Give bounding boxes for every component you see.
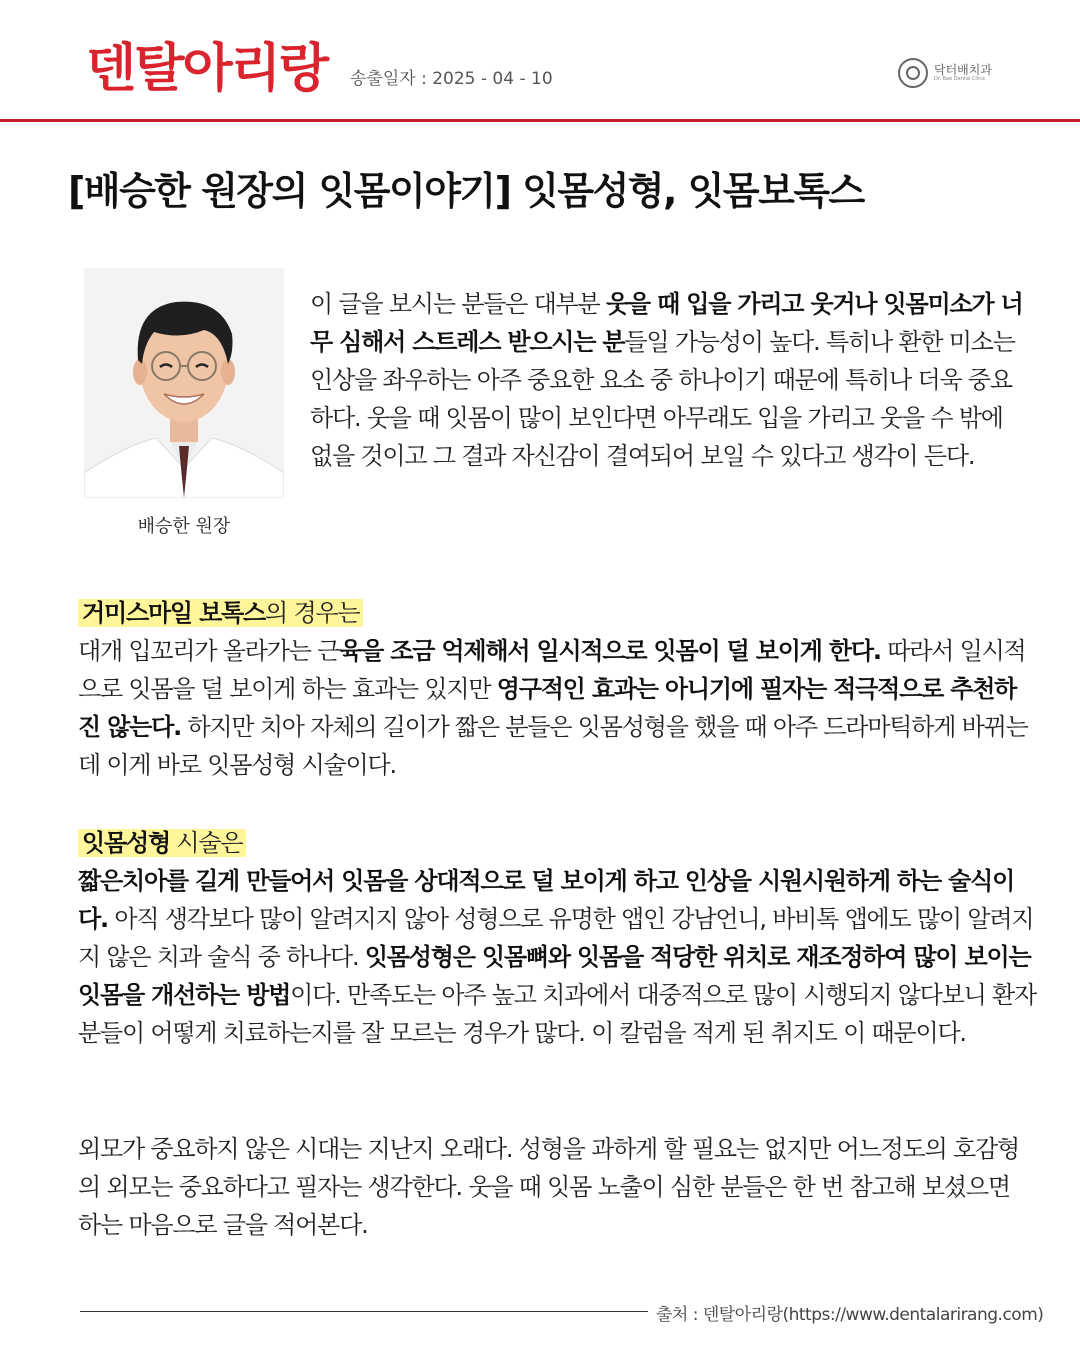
- intro-text: 이 글을 보시는 분들은 대부분: [310, 290, 606, 318]
- clinic-logo: [898, 58, 992, 88]
- clinic-logo-icon: [898, 58, 928, 88]
- body-bold-text: 영구적인 효과는 아니기에 필자는 적극적으로 추천하진 않는다.: [78, 675, 1017, 741]
- heading-text: 시술은: [169, 829, 243, 857]
- header-divider: [0, 119, 1080, 122]
- section-body: [78, 632, 1038, 784]
- source-credit[interactable]: 출처 : 덴탈아리랑(https://www.dentalarirang.com): [656, 1305, 1044, 1325]
- body-text: 대개 입꼬리가 올라가는 근: [78, 637, 340, 665]
- header: [0, 0, 1080, 120]
- section-body: [78, 862, 1038, 1052]
- heading-text: 의 경우는: [265, 599, 360, 627]
- publish-date: 송출일자 : 2025 - 04 - 10: [350, 69, 553, 89]
- body-bold-text: 잇몸성형은 잇몸뼈와 잇몸을 적당한 위치로 재조정하여 많이 보이는 잇몸을 개선하는 방법: [78, 943, 1031, 1009]
- highlighted-heading: [78, 599, 363, 627]
- body-bold-text: 짧은치아를 길게 만들어서 잇몸을 상대적으로 덜 보이게 하고 인상을 시원시원하게 하는 술식이다.: [78, 867, 1015, 933]
- intro-bold-text: 웃을 때 입을 가리고 웃거나 잇몸미소가 너무 심해서 스트레스 받으시는 분: [310, 290, 1023, 356]
- body-bold-text: 육을 조금 억제해서 일시적으로 잇몸이 덜 보이게 한다.: [339, 637, 881, 665]
- clinic-name: 닥터배치과: [934, 63, 992, 78]
- site-logo[interactable]: 덴탈아리랑: [86, 39, 328, 99]
- section-heading: [78, 594, 1038, 632]
- section-gum-surgery: [78, 824, 1038, 1052]
- section-conclusion: [78, 1130, 1038, 1244]
- author-photo-caption: 배승한 원장: [137, 516, 231, 537]
- clinic-subtitle: Dr. Bae Dental Clinic: [934, 75, 986, 82]
- body-text: 따라서 일시적으로 잇몸을 덜 보이게 하는 효과는 있지만: [78, 637, 1026, 703]
- section-heading: [78, 824, 1038, 862]
- heading-bold-text: 잇몸성형: [82, 829, 170, 857]
- author-photo: [84, 268, 284, 498]
- footer-divider: [80, 1311, 648, 1312]
- article-title: [배승한 원장의 잇몸이야기] 잇몸성형, 잇몸보톡스: [68, 169, 864, 213]
- section-gummy-smile-botox: [78, 594, 1038, 784]
- body-text: 하지만 치아 자체의 길이가 짧은 분들은 잇몸성형을 했을 때 아주 드라마틱하게 바뀌는데 이게 바로 잇몸성형 시술이다.: [78, 713, 1028, 779]
- intro-paragraph: [310, 285, 1030, 475]
- body-text: 이다. 만족도는 아주 높고 치과에서 대중적으로 많이 시행되지 않다보니 환자분들이 어떻게 치료하는지를 잘 모르는 경우가 많다. 이 칼럼을 적게 된 취지도 이 때문이다.: [78, 981, 1036, 1047]
- author-portrait-illustration: [84, 268, 284, 498]
- highlighted-heading: [78, 829, 246, 857]
- conclusion-text: 외모가 중요하지 않은 시대는 지난지 오래다. 성형을 과하게 할 필요는 없지만 어느정도의 호감형의 외모는 중요하다고 필자는 생각한다. 웃을 때 잇몸 노출이 심한 분들은 한 번 참고해 보셨으면 하는 마음으로 글을 적어본다.: [78, 1135, 1019, 1239]
- intro-text: 들일 가능성이 높다. 특히나 환한 미소는 인상을 좌우하는 아주 중요한 요소 중 하나이기 때문에 특히나 더욱 중요하다. 웃을 때 잇몸이 많이 보인다면 아무래도 입을 가리고 웃을 수 밖에 없을 것이고 그 결과 자신감이 결여되어 보일 수 있다고 생각이 든다.: [310, 328, 1015, 470]
- heading-bold-text: 거미스마일 보톡스: [82, 599, 266, 627]
- body-text: 아직 생각보다 많이 알려지지 않아 성형으로 유명한 앱인 강남언니, 바비톡 앱에도 많이 알려지지 않은 치과 술식 중 하나다.: [78, 905, 1034, 971]
